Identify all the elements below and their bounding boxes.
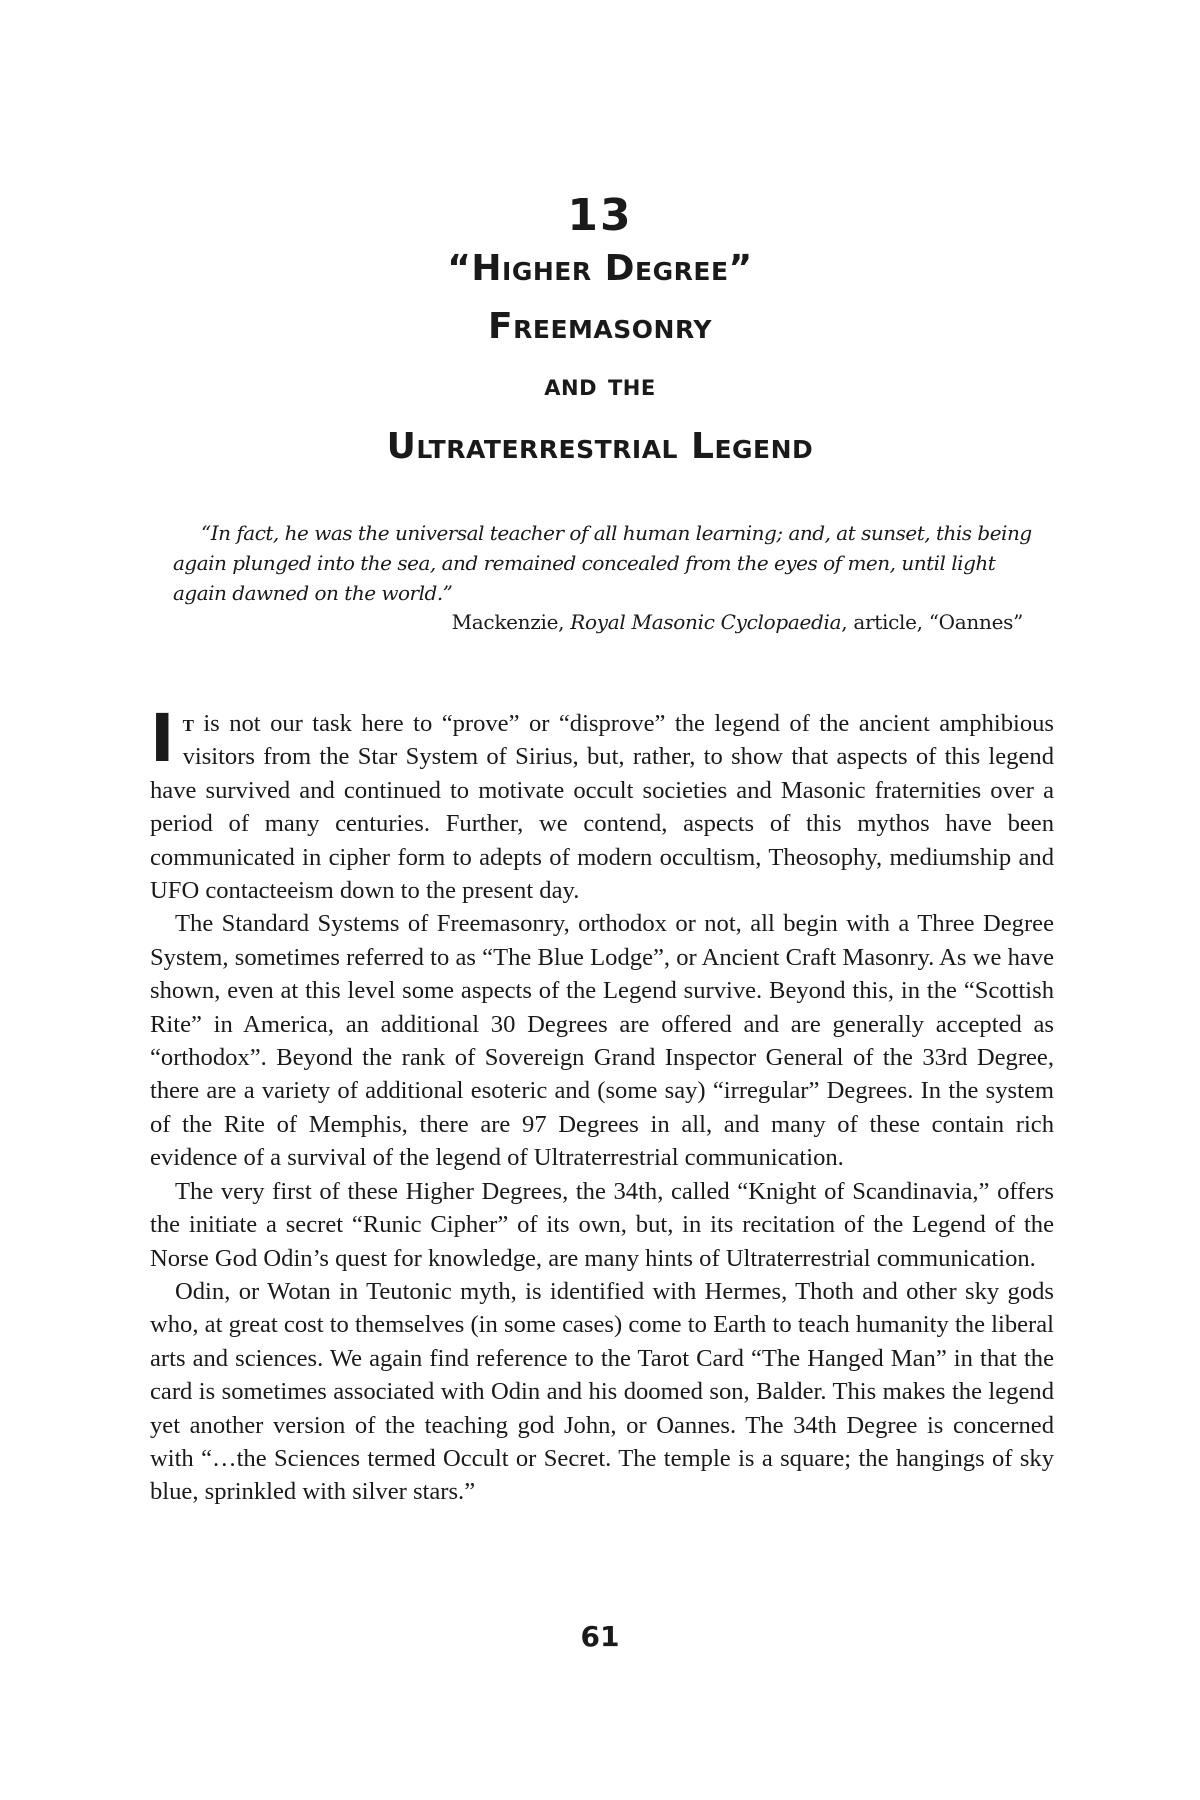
paragraph-1-text: is not our task here to “prove” or “disprove” the legend of the ancient amphibious visitors from the Star System of Sirius, but, rather, to show that aspects of this legend have survived and continued to motivate occult societies and Masonic fraternities over a period of many centuries. Further, we contend, aspects of this mythos have been communicated in cipher form to adepts of modern occultism, Theosophy, mediumship and UFO contacteeism down to the present day.: [150, 710, 1054, 905]
chapter-title-line-3: and the: [544, 368, 656, 403]
epigraph-attribution: [452, 610, 1023, 634]
attribution-author: Mackenzie,: [451, 610, 571, 634]
drop-cap-follow: t: [182, 710, 194, 737]
chapter-title-line-2: Freemasonry: [488, 306, 712, 347]
attribution-work: Royal Masonic Cyclopaedia: [570, 610, 842, 634]
body-text: [150, 700, 1054, 1509]
chapter-title-line-1: “Higher Degree”: [447, 248, 753, 289]
paragraph-4: Odin, or Wotan in Teutonic myth, is identified with Hermes, Thoth and other sky gods who, at great cost to themselves (in some cases) come to Earth to teach humanity the liberal arts and sciences. We again find reference to the Tarot Card “The Hanged Man” in that the card is sometimes associated with Odin and his doomed son, Balder. This makes the legend yet another version of the teaching god John, or Oannes. The 34th Degree is concerned with “…the Sciences termed Occult or Secret. The temple is a square; the hangings of sky blue, sprinkled with silver stars.”: [150, 1277, 1054, 1506]
paragraph-3: The very first of these Higher Degrees, the 34th, called “Knight of Scandinavia,” offers the initiate a secret “Runic Cipher” of its own, but, in its recitation of the Legend of the Norse God Odin’s quest for knowledge, are many hints of Ultraterrestrial communication.: [150, 1177, 1054, 1272]
page-number: 61: [580, 1620, 620, 1653]
chapter-title-line-4: Ultraterrestrial Legend: [386, 426, 814, 467]
epigraph-quote: “In fact, he was the universal teacher of all human learning; and, at sunset, this being again plunged into the sea, and remained concealed from the eyes of men, until light again dawned on the world.”: [173, 521, 1032, 605]
chapter-number: 13: [567, 190, 633, 241]
attribution-rest: , article, “Oannes”: [841, 610, 1023, 634]
paragraph-1: [150, 700, 1054, 907]
drop-cap: I: [150, 700, 175, 777]
paragraph-2: The Standard Systems of Freemasonry, orthodox or not, all begin with a Three Degree System, sometimes referred to as “The Blue Lodge”, or Ancient Craft Masonry. As we have shown, even at this level some aspects of the Legend survive. Beyond this, in the “Scottish Rite” in America, an additional 30 Degrees are offered and are generally accepted as “orthodox”. Beyond the rank of Sovereign Grand Inspector General of the 33rd Degree, there are a variety of additional esoteric and (some say) “irregular” Degrees. In the system of the Rite of Memphis, there are 97 Degrees in all, and many of these contain rich evidence of a survival of the legend of Ultraterrestrial communication.: [150, 910, 1054, 1172]
